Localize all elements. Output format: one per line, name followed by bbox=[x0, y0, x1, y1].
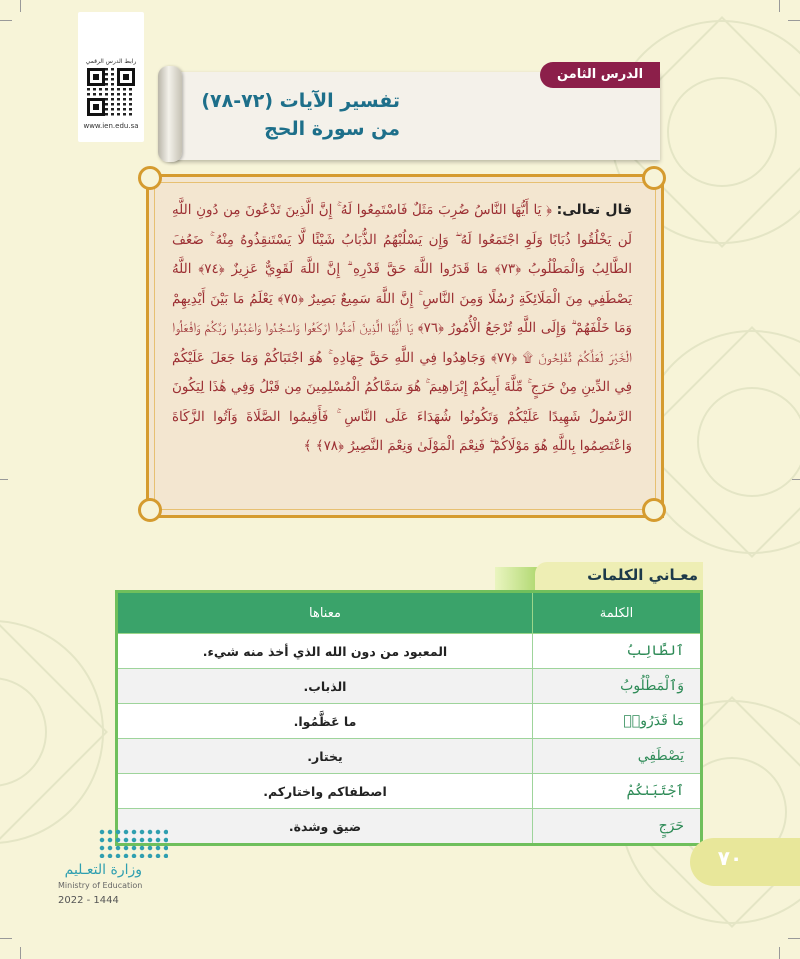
vocab-word: ٱلطَّالِبُ bbox=[533, 634, 702, 669]
table-row bbox=[117, 774, 702, 809]
table-row bbox=[117, 669, 702, 704]
vocab-meaning: اصطفاكم واختاركم. bbox=[117, 774, 533, 809]
vocab-word: وَٱلْمَطْلُوبُ bbox=[533, 669, 702, 704]
background-ornament bbox=[0, 620, 104, 844]
crop-mark bbox=[788, 938, 800, 939]
vocab-meaning: يختار. bbox=[117, 739, 533, 774]
ministry-name-en: Ministry of Education bbox=[58, 881, 143, 890]
qr-url: www.ien.edu.sa bbox=[83, 122, 139, 130]
vocab-meaning: الذباب. bbox=[117, 669, 533, 704]
scroll-rod-icon bbox=[158, 66, 182, 162]
lesson-subtitle: من سورة الحج bbox=[264, 118, 400, 140]
table-row bbox=[117, 634, 702, 669]
crop-mark bbox=[20, 947, 21, 959]
qr-code-icon[interactable] bbox=[87, 68, 135, 116]
vocab-word: يَصْطَفِي bbox=[533, 739, 702, 774]
column-header-meaning: معناها bbox=[117, 592, 533, 634]
vocab-word: حَرَجٍ bbox=[533, 809, 702, 845]
page-number: ٧٠ bbox=[717, 846, 743, 870]
quran-verses bbox=[172, 196, 632, 506]
ministry-name-ar: وزارة التعـليم bbox=[64, 862, 142, 878]
table-row bbox=[117, 809, 702, 845]
table-row bbox=[117, 739, 702, 774]
frame-corner-ornament bbox=[642, 166, 666, 190]
column-header-word: الكلمة bbox=[533, 592, 702, 634]
edition-year: 2022 - 1444 bbox=[58, 895, 119, 906]
vocab-meaning: ما عَظَّمُوا. bbox=[117, 704, 533, 739]
table-header-row bbox=[117, 592, 702, 634]
crop-mark bbox=[788, 20, 800, 21]
crop-mark bbox=[779, 0, 780, 12]
frame-corner-ornament bbox=[642, 498, 666, 522]
crop-mark bbox=[792, 479, 800, 480]
crop-mark bbox=[20, 0, 21, 12]
verse-intro: قال تعالى: bbox=[556, 202, 632, 218]
vocab-word: مَا قَدَرُوا۟ bbox=[533, 704, 702, 739]
table-row bbox=[117, 704, 702, 739]
vocab-meaning: ضيق وشدة. bbox=[117, 809, 533, 845]
verse-text: ﴿ يَا أَيُّهَا النَّاسُ ضُرِبَ مَثَلٌ فَاسْتَمِعُوا لَهُ ۚ إِنَّ الَّذِينَ تَدْعُونَ مِن دُونِ اللَّهِ لَن يَخْلُقُوا ذُبَابًا وَلَوِ اجْتَمَعُوا لَهُ ۖ وَإِن يَسْلُبْهُمُ الذُّبَابُ شَيْئًا لَّا يَسْتَنقِذُوهُ مِنْهُ ۚ ضَعُفَ الطَّالِبُ وَالْمَطْلُوبُ ﴿٧٣﴾ مَا قَدَرُوا اللَّهَ حَقَّ قَدْرِهِ ۗ إِنَّ اللَّهَ لَقَوِيٌّ عَزِيزٌ ﴿٧٤﴾ اللَّهُ يَصْطَفِي مِنَ الْمَلَائِكَةِ رُسُلًا وَمِنَ النَّاسِ ۚ إِنَّ اللَّهَ سَمِيعٌ بَصِيرٌ ﴿٧٥﴾ يَعْلَمُ مَا بَيْنَ أَيْدِيهِمْ وَمَا خَلْفَهُمْ ۗ وَإِلَى اللَّهِ تُرْجَعُ الْأُمُورُ ﴿٧٦﴾ يَا أَيُّهَا الَّذِينَ آمَنُوا ارْكَعُوا وَاسْجُدُوا وَاعْبُدُوا رَبَّكُمْ وَافْعَلُوا الْخَيْرَ لَعَلَّكُمْ تُفْلِحُونَ ۩ ﴿٧٧﴾ وَجَاهِدُوا فِي اللَّهِ حَقَّ جِهَادِهِ ۚ هُوَ اجْتَبَاكُمْ وَمَا جَعَلَ عَلَيْكُمْ فِي الدِّينِ مِنْ حَرَجٍ ۚ مِّلَّةَ أَبِيكُمْ إِبْرَاهِيمَ ۚ هُوَ سَمَّاكُمُ الْمُسْلِمِينَ مِن قَبْلُ وَفِي هَٰذَا لِيَكُونَ الرَّسُولُ شَهِيدًا عَلَيْكُمْ وَتَكُونُوا شُهَدَاءَ عَلَى النَّاسِ ۚ فَأَقِيمُوا الصَّلَاةَ وَآتُوا الزَّكَاةَ وَاعْتَصِمُوا بِاللَّهِ هُوَ مَوْلَاكُمْ ۖ فَنِعْمَ الْمَوْلَىٰ وَنِعْمَ النَّصِيرُ ﴿٧٨﴾ ﴾ bbox=[172, 203, 633, 454]
lesson-title: تفسير الآيات (٧٢-٧٨) bbox=[201, 90, 400, 112]
frame-corner-ornament bbox=[138, 166, 162, 190]
background-ornament bbox=[640, 330, 800, 554]
qr-label: رابط الدرس الرقمي bbox=[85, 58, 137, 65]
vocab-word: ٱجْتَبَىٰكُمْ bbox=[533, 774, 702, 809]
frame-corner-ornament bbox=[138, 498, 162, 522]
crop-mark bbox=[0, 938, 12, 939]
lesson-number-tab: الدرس الثامن bbox=[540, 62, 660, 88]
ministry-logo-icon bbox=[98, 828, 168, 858]
crop-mark bbox=[779, 947, 780, 959]
vocab-table bbox=[115, 590, 703, 846]
vocab-meaning: المعبود من دون الله الذي أخذ منه شيء. bbox=[117, 634, 533, 669]
crop-mark bbox=[0, 479, 8, 480]
crop-mark bbox=[0, 20, 12, 21]
vocab-section-title: معـاني الكلمات bbox=[587, 566, 698, 584]
qr-code-panel[interactable] bbox=[78, 12, 144, 142]
